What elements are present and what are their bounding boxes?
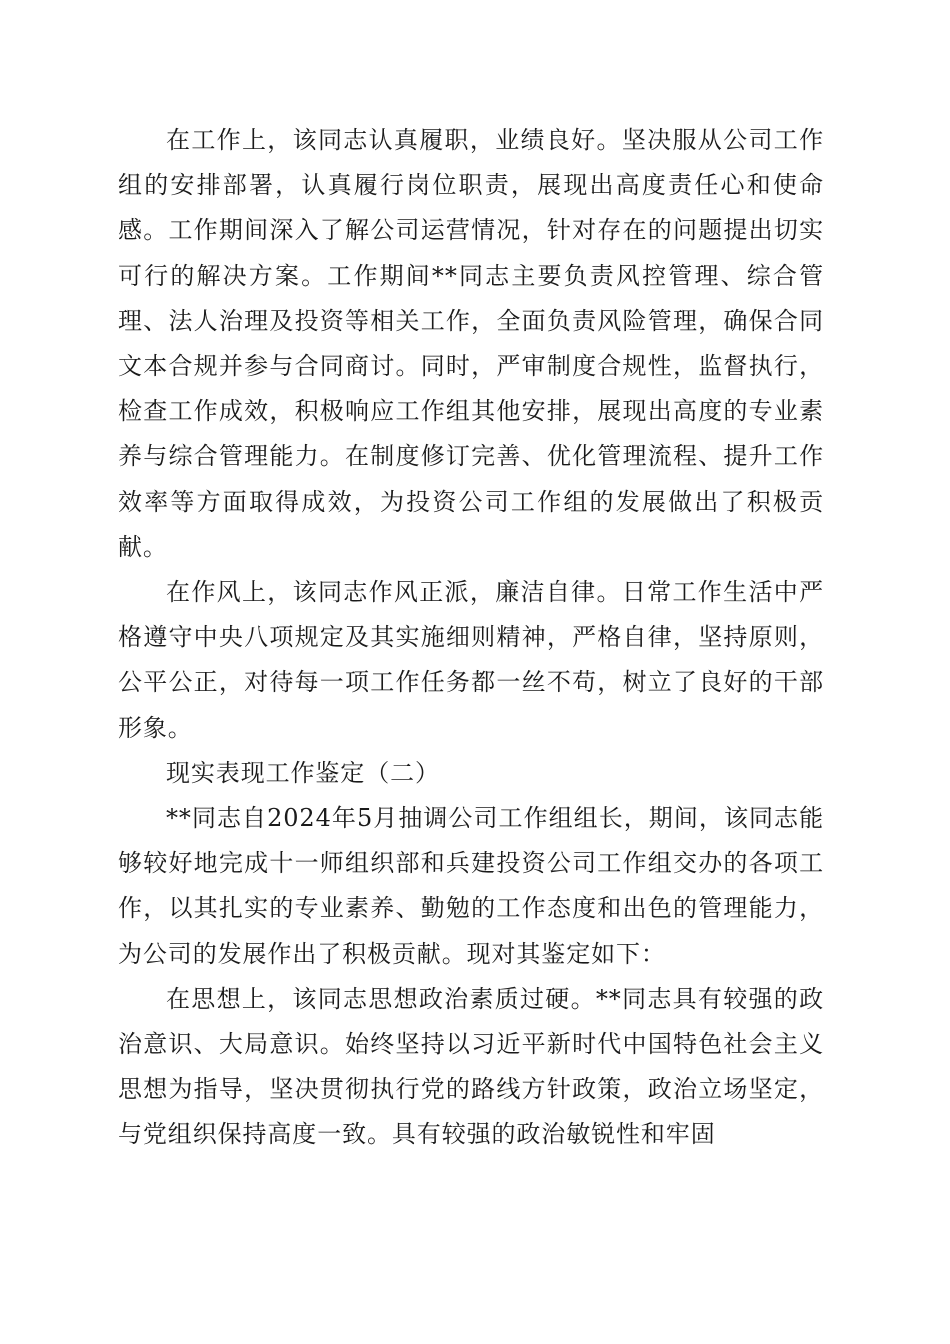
paragraph-work-style: 在作风上，该同志作风正派，廉洁自律。日常工作生活中严格遵守中央八项规定及其实施细则精神，严格自律，坚持原则，公平公正，对待每一项工作任务都一丝不苟，树立了良好的干部形象。	[118, 578, 824, 742]
paragraph-introduction: **同志自2024年5月抽调公司工作组组长，期间，该同志能够较好地完成十一师组织部和兵建投资公司工作组交办的各项工作，以其扎实的专业素养、勤勉的工作态度和出色的管理能力，为公司的发展作出了积极贡献。现对其鉴定如下：	[118, 804, 824, 968]
paragraph-ideology: 在思想上，该同志思想政治素质过硬。**同志具有较强的政治意识、大局意识。始终坚持以习近平新时代中国特色社会主义思想为指导，坚决贯彻执行党的路线方针政策，政治立场坚定，与党组织保持高度一致。具有较强的政治敏锐性和牢固	[118, 984, 824, 1149]
document-body	[118, 118, 824, 1158]
section-heading: 现实表现工作鉴定（二）	[166, 758, 440, 787]
paragraph-work-performance: 在工作上，该同志认真履职，业绩良好。坚决服从公司工作组的安排部署，认真履行岗位职责，展现出高度责任心和使命感。工作期间深入了解公司运营情况，针对存在的问题提出切实可行的解决方案。工作期间**同志主要负责风控管理、综合管理、法人治理及投资等相关工作，全面负责风险管理，确保合同文本合规并参与合同商讨。同时，严审制度合规性，监督执行，检查工作成效，积极响应工作组其他安排，展现出高度的专业素养与综合管理能力。在制度修订完善、优化管理流程、提升工作效率等方面取得成效，为投资公司工作组的发展做出了积极贡献。	[118, 126, 824, 561]
